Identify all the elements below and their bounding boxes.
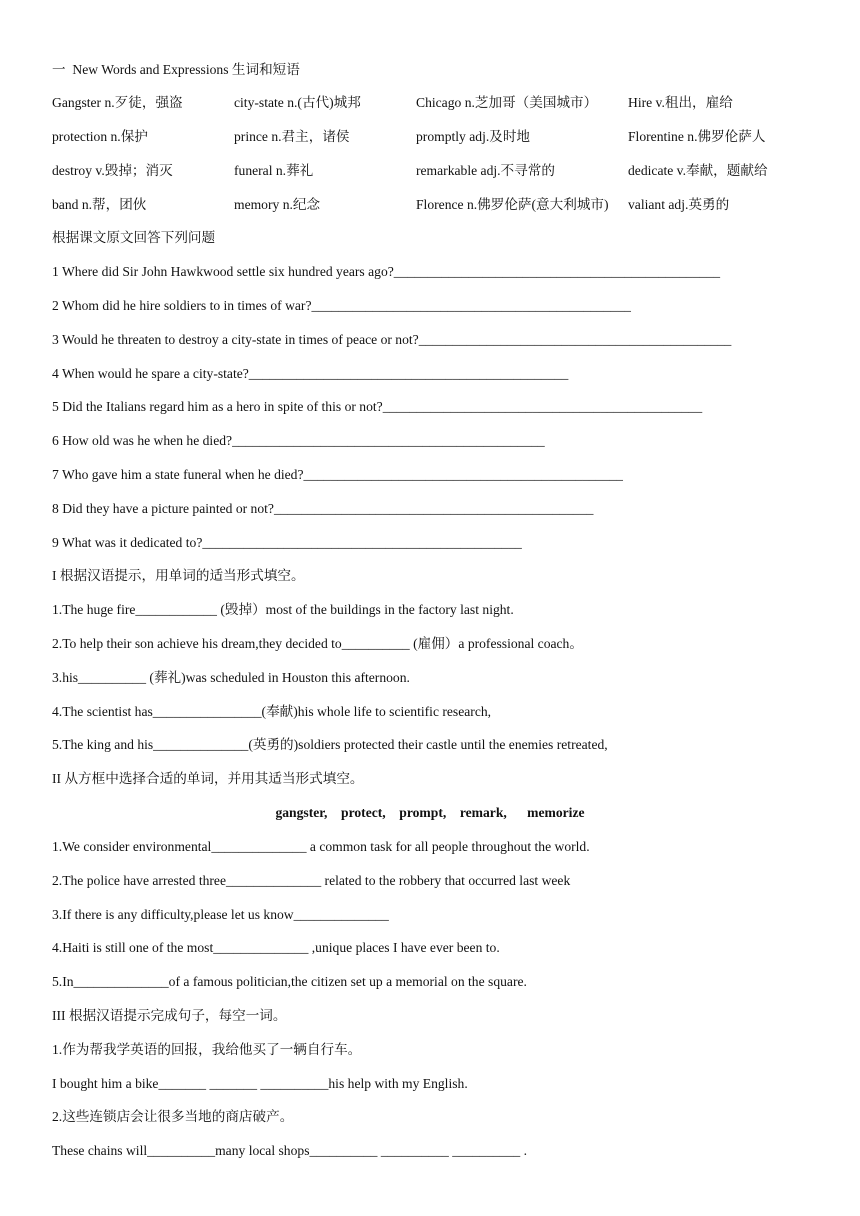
vocab-entry: promptly adj.及时地 [416,129,531,144]
exercise-line: 1.The huge fire____________ (毁掉）most of the buildings in the factory last night. [52,602,514,617]
vocab-entry: valiant adj.英勇的 [628,197,730,212]
vocab-entry: Florence n.佛罗伦萨(意大利城市) [416,197,609,212]
question-line: 9 What was it dedicated to?_______________________________________________ [52,535,522,550]
question-line: 7 Who gave him a state funeral when he died?_______________________________________________ [52,467,623,482]
question-line: 8 Did they have a picture painted or not?_______________________________________________ [52,501,594,516]
question-line: 2 Whom did he hire soldiers to in times of war?_______________________________________________ [52,298,631,313]
vocab-entry: protection n.保护 [52,129,148,144]
vocab-entry: Gangster n.歹徒，强盗 [52,95,183,110]
vocab-entry: dedicate v.奉献，题献给 [628,163,768,178]
question-line: 4 When would he spare a city-state?_______________________________________________ [52,366,569,381]
vocab-row [52,195,832,215]
exercise-line: 2.这些连锁店会让很多当地的商店破产。 [52,1109,294,1124]
vocab-entry: band n.帮，团伙 [52,197,147,212]
exercise-line: These chains will__________many local shops__________ __________ __________ . [52,1143,527,1158]
vocab-entry: city-state n.(古代)城邦 [234,95,361,110]
vocab-entry: prince n.君主，诸侯 [234,129,350,144]
vocab-entry: memory n.纪念 [234,197,321,212]
reading-title: 根据课文原文回答下列问题 [52,230,216,245]
exercise-line: 3.his__________ (葬礼)was scheduled in Houston this afternoon. [52,670,410,685]
vocab-entry: Florentine n.佛罗伦萨人 [628,129,766,144]
exercise-line: I bought him a bike_______ _______ __________his help with my English. [52,1076,468,1091]
part2-title: II 从方框中选择合适的单词，并用其适当形式填空。 [52,771,364,786]
section-title: 一 New Words and Expressions 生词和短语 [52,62,300,77]
part3-title: III 根据汉语提示完成句子，每空一词。 [52,1008,287,1023]
exercise-line: 4.The scientist has________________(奉献)his whole life to scientific research, [52,704,492,719]
exercise-line: 1.作为帮我学英语的回报，我给他买了一辆自行车。 [52,1042,362,1057]
vocab-row [52,127,832,147]
exercise-line: 2.To help their son achieve his dream,they decided to__________ (雇佣）a professional coach。 [52,636,583,651]
vocab-entry: remarkable adj.不寻常的 [416,163,555,178]
vocab-entry: Chicago n.芝加哥（美国城市） [416,95,598,110]
vocab-row [52,161,832,181]
word-box: gangster, protect, prompt, remark, memorize [275,805,585,820]
part1-title: I 根据汉语提示，用单词的适当形式填空。 [52,568,305,583]
question-line: 6 How old was he when he died?______________________________________________ [52,433,545,448]
vocab-entry: funeral n.葬礼 [234,163,314,178]
vocab-row [52,93,832,113]
question-line: 1 Where did Sir John Hawkwood settle six hundred years ago?________________________________________________ [52,264,721,279]
question-line: 3 Would he threaten to destroy a city-state in times of peace or not?______________________________________________ [52,332,732,347]
exercise-line: 4.Haiti is still one of the most______________ ,unique places I have ever been to. [52,940,500,955]
exercise-line: 2.The police have arrested three______________ related to the robbery that occurred last week [52,873,571,888]
question-line: 5 Did the Italians regard him as a hero in spite of this or not?_______________________________________________ [52,399,703,414]
exercise-line: 1.We consider environmental______________ a common task for all people throughout the world. [52,839,590,854]
exercise-line: 3.If there is any difficulty,please let us know______________ [52,907,389,922]
exercise-line: 5.In______________of a famous politician,the citizen set up a memorial on the square. [52,974,527,989]
vocab-entry: Hire v.租出，雇给 [628,95,733,110]
exercise-line: 5.The king and his______________(英勇的)soldiers protected their castle until the enemies retreated, [52,737,608,752]
vocab-entry: destroy v.毁掉；消灭 [52,163,173,178]
